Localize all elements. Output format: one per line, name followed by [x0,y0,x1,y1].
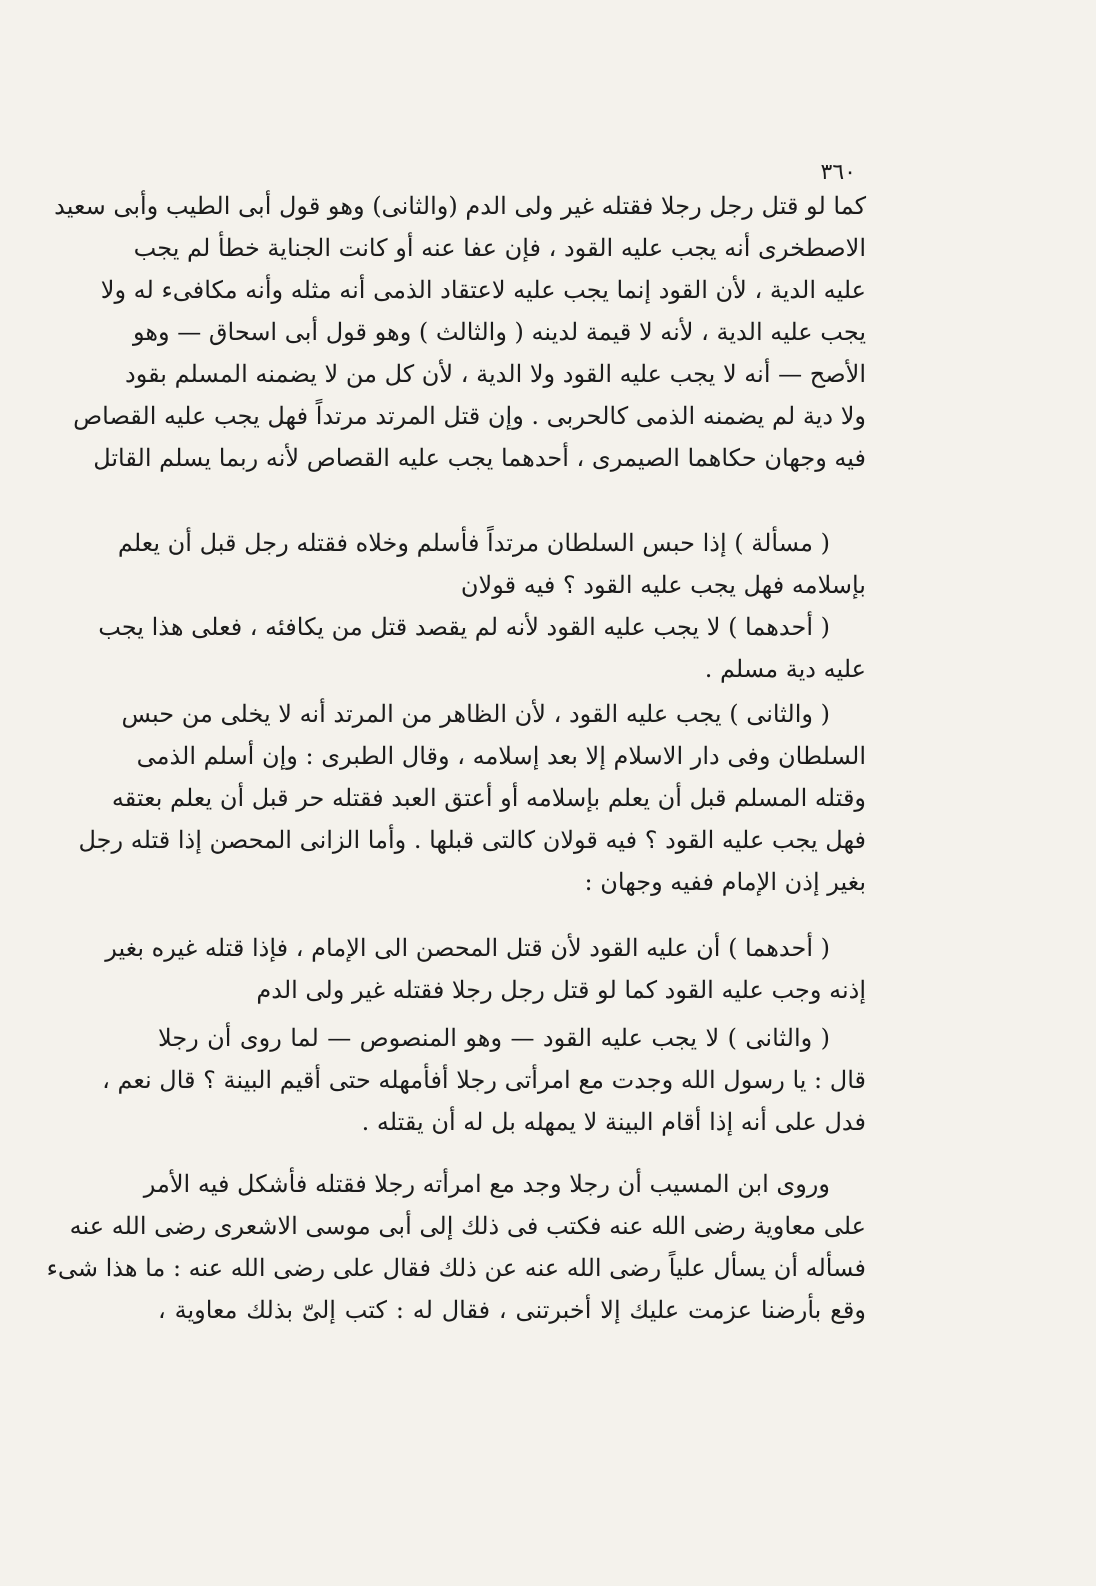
text-line: ( والثانى ) يجب عليه القود ، لأن الظاهر من المرتد أنه لا يخلى من حبس [121,700,830,728]
text-line: عليه الدية ، لأن القود إنما يجب عليه لاعتقاد الذمى أنه مثله وأنه مكافىء له ولا [100,276,866,304]
text-line: الاصطخرى أنه يجب عليه القود ، فإن عفا عنه أو كانت الجناية خطأ لم يجب [133,234,866,262]
text-line: ( والثانى ) لا يجب عليه القود — وهو المنصوص — لما روى أن رجلا [158,1024,830,1052]
text-line: بغير إذن الإمام ففيه وجهان : [584,868,866,896]
text-line: ( مسألة ) إذا حبس السلطان مرتداً فأسلم وخلاه فقتله رجل قبل أن يعلم [117,529,830,557]
text-line: وروى ابن المسيب أن رجلا وجد مع امرأته رجلا فقتله فأشكل فيه الأمر [143,1170,830,1198]
text-line: فيه وجهان حكاهما الصيمرى ، أحدهما يجب عليه القصاص لأنه ربما يسلم القاتل [93,444,866,472]
text-line: بإسلامه فهل يجب عليه القود ؟ فيه قولان [460,571,866,599]
text-line: وقتله المسلم قبل أن يعلم بإسلامه أو أعتق العبد فقتله حر قبل أن يعلم بعتقه [111,784,866,812]
text-line: السلطان وفى دار الاسلام إلا بعد إسلامه ، وقال الطبرى : وإن أسلم الذمى [136,742,866,770]
text-line: يجب عليه الدية ، لأنه لا قيمة لدينه ( والثالث ) وهو قول أبى اسحاق — وهو [132,318,866,346]
paragraph-second-opinion [78,693,866,903]
text-line: فهل يجب عليه القود ؟ فيه قولان كالتى قبلها . وأما الزانى المحصن إذا قتله رجل [78,826,866,854]
text-line: ( أحدهما ) لا يجب عليه القود لأنه لم يقصد قتل من يكافئه ، فعلى هذا يجب [98,613,830,641]
paragraph-masala [117,522,866,606]
text-line: ( أحدهما ) أن عليه القود لأن قتل المحصن الى الإمام ، فإذا قتله غيره بغير [105,934,830,962]
paragraph-muhsan-first [105,927,866,1011]
paragraph-ibn-musayyib [46,1163,866,1331]
page-number: ٣٦٠ [820,160,856,185]
text-line: كما لو قتل رجل رجلا فقتله غير ولى الدم (والثانى) وهو قول أبى الطيب وأبى سعيد [54,192,866,220]
text-line: على معاوية رضى الله عنه فكتب فى ذلك إلى أبى موسى الاشعرى رضى الله عنه [69,1212,866,1240]
text-line: الأصح — أنه لا يجب عليه القود ولا الدية ، لأن كل من لا يضمنه المسلم بقود [125,360,866,388]
text-line: عليه دية مسلم . [704,655,866,683]
paragraph-first-opinion [98,606,866,690]
text-line: وقع بأرضنا عزمت عليك إلا أخبرتنى ، فقال له : كتب إلىّ بذلك معاوية ، [158,1296,866,1324]
text-line: فدل على أنه إذا أقام البينة لا يمهله بل له أن يقتله . [361,1108,866,1136]
text-line: فسأله أن يسأل علياً رضى الله عنه عن ذلك فقال على رضى الله عنه : ما هذا شىء [46,1254,866,1282]
paragraph-1 [54,185,866,479]
text-line: ولا دية لم يضمنه الذمى كالحربى . وإن قتل المرتد مرتداً فهل يجب عليه القصاص [73,402,866,430]
text-line: إذنه وجب عليه القود كما لو قتل رجل رجلا فقتله غير ولى الدم [256,976,866,1004]
paragraph-muhsan-second [102,1017,866,1143]
text-line: قال : يا رسول الله وجدت مع امرأتى رجلا أفأمهله حتى أقيم البينة ؟ قال نعم ، [102,1066,866,1094]
